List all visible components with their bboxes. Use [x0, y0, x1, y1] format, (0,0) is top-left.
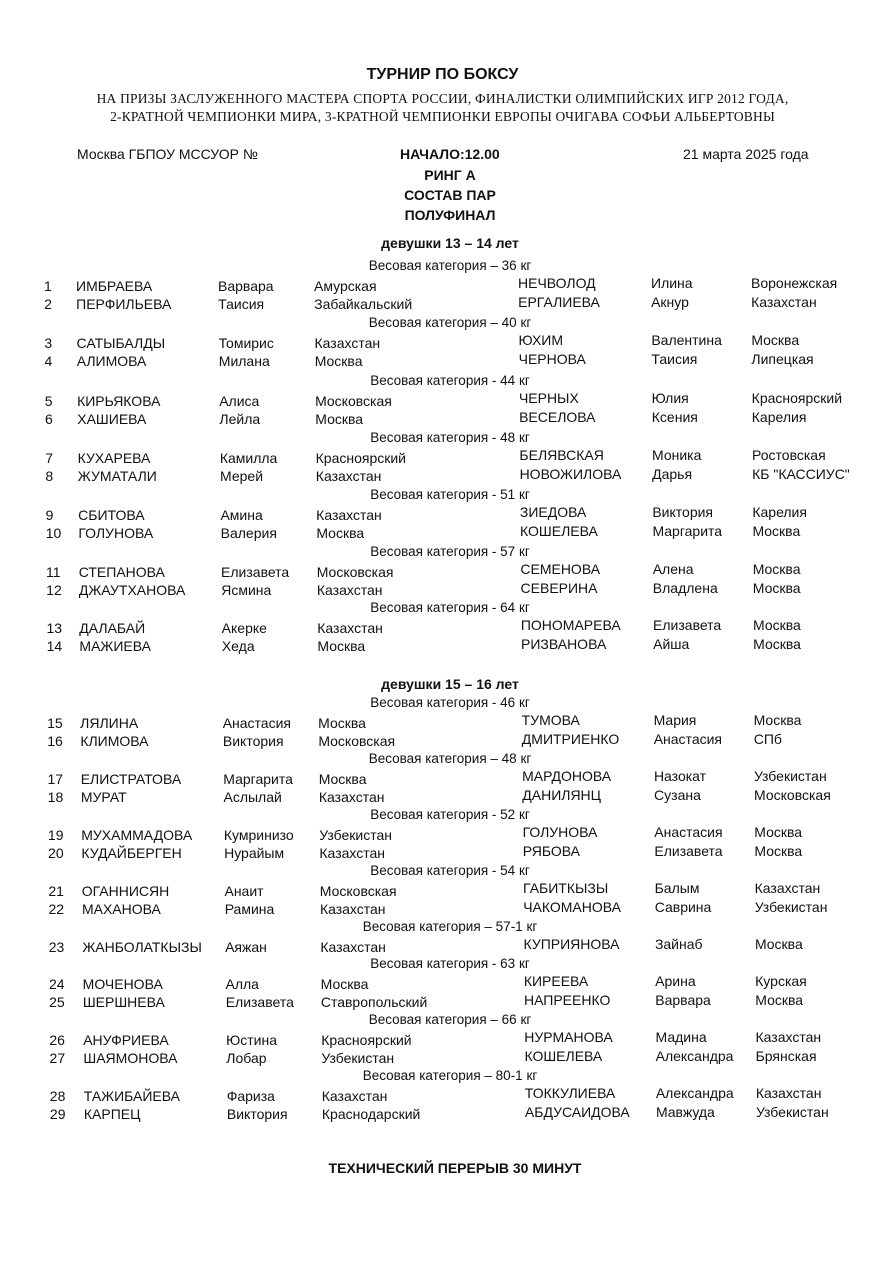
corner-1-region: Московская	[316, 564, 394, 580]
corner-2-surname: МАРДОНОВА	[522, 768, 612, 784]
corner-2-region: Московская	[754, 787, 831, 803]
corner-2-region: Брянская	[755, 1048, 817, 1064]
corner-1-region: Казахстан	[317, 620, 383, 636]
corner-2-surname: НЕЧВОЛОД	[518, 275, 596, 291]
corner-1-region: Забайкальский	[314, 296, 413, 312]
corner-2-surname: КИРЕЕВА	[523, 973, 589, 989]
corner-2-surname: ТОККУЛИЕВА	[524, 1085, 616, 1101]
bout-number: 13	[46, 620, 63, 636]
pairs-heading: СОСТАВ ПАР	[404, 187, 496, 203]
corner-2-region: Воронежская	[751, 275, 838, 291]
corner-1-surname: ПЕРФИЛЬЕВА	[76, 296, 172, 312]
corner-1-surname: ОГАННИСЯН	[81, 883, 170, 899]
corner-2-region: Москва	[753, 617, 801, 633]
bout-number: 28	[49, 1088, 66, 1104]
event-date: 21 марта 2025 года	[683, 146, 809, 162]
corner-1-name: Елизавета	[225, 994, 294, 1010]
corner-1-surname: ДЖАУТХАНОВА	[78, 582, 186, 598]
corner-2-name: Валентина	[651, 332, 722, 348]
corner-2-name: Ксения	[651, 409, 698, 425]
corner-1-region: Москва	[318, 771, 367, 787]
corner-1-surname: ЛЯЛИНА	[80, 715, 139, 731]
corner-1-surname: ИМБРАЕВА	[76, 278, 153, 294]
corner-2-region: Красноярский	[751, 390, 843, 406]
corner-2-surname: РИЗВАНОВА	[521, 636, 607, 652]
corner-2-region: Москва	[754, 936, 803, 952]
corner-2-name: Акнур	[651, 294, 689, 310]
bout-number: 12	[46, 582, 62, 598]
corner-2-name: Мавжуда	[655, 1104, 715, 1120]
ring-label: РИНГ А	[424, 167, 476, 183]
corner-1-region: Амурская	[314, 278, 377, 294]
corner-1-name: Таисия	[218, 296, 265, 312]
corner-1-region: Казахстан	[319, 845, 386, 861]
weight-category-label: Весовая категория - 48 кг	[370, 430, 530, 445]
corner-1-region: Казахстан	[314, 335, 381, 351]
bout-number: 6	[44, 411, 53, 427]
corner-2-surname: ПОНОМАРЕВА	[520, 617, 621, 633]
corner-2-surname: ДМИТРИЕНКО	[521, 731, 620, 747]
corner-1-region: Казахстан	[315, 468, 382, 484]
corner-1-surname: ШАЯМОНОВА	[83, 1050, 178, 1066]
bout-number: 17	[47, 771, 64, 787]
corner-1-name: Томирис	[218, 335, 274, 351]
corner-1-name: Анастасия	[222, 715, 291, 731]
corner-2-name: Саврина	[654, 899, 712, 915]
corner-2-surname: АБДУСАИДОВА	[524, 1104, 630, 1120]
corner-1-region: Москва	[316, 525, 365, 541]
weight-category-label: Весовая категория – 40 кг	[368, 315, 532, 330]
corner-2-region: Москва	[755, 992, 804, 1008]
bout-number: 5	[44, 393, 53, 409]
corner-2-name: Александра	[655, 1048, 734, 1064]
corner-1-name: Акерке	[221, 620, 267, 636]
corner-2-surname: ДАНИЛЯНЦ	[522, 787, 602, 803]
start-time: НАЧАЛО:12.00	[400, 146, 500, 162]
corner-1-name: Юстина	[226, 1032, 277, 1048]
corner-1-name: Лобар	[226, 1050, 267, 1066]
corner-1-region: Москва	[314, 353, 363, 369]
corner-2-name: Алена	[652, 561, 694, 577]
corner-2-region: Узбекистан	[753, 768, 827, 784]
corner-2-name: Елизавета	[654, 843, 723, 859]
weight-category-label: Весовая категория – 66 кг	[368, 1012, 532, 1027]
corner-1-name: Аслылай	[223, 789, 282, 805]
corner-2-surname: ЕРГАЛИЕВА	[518, 294, 600, 310]
corner-1-name: Варвара	[218, 278, 274, 294]
corner-1-surname: КИРЬЯКОВА	[77, 393, 161, 409]
corner-2-region: Москва	[751, 332, 800, 348]
weight-category-label: Весовая категория - 46 кг	[370, 695, 530, 710]
bout-number: 2	[44, 296, 52, 312]
corner-1-region: Казахстан	[316, 507, 382, 523]
corner-2-name: Таисия	[651, 351, 698, 367]
corner-2-surname: НУРМАНОВА	[524, 1029, 613, 1045]
corner-2-name: Мария	[653, 712, 697, 728]
corner-2-region: Узбекистан	[755, 1104, 829, 1120]
corner-1-name: Анаит	[224, 883, 264, 899]
corner-2-name: Мадина	[655, 1029, 707, 1045]
corner-2-name: Владлена	[652, 580, 718, 596]
corner-2-region: Липецкая	[751, 351, 814, 367]
corner-2-surname: НОВОЖИЛОВА	[519, 466, 622, 482]
corner-2-region: Карелия	[751, 409, 807, 425]
bout-number: 26	[49, 1032, 65, 1048]
bout-number: 11	[46, 564, 61, 580]
corner-1-name: Аяжан	[225, 939, 267, 955]
corner-2-region: Карелия	[752, 504, 807, 520]
corner-2-surname: ЧЕРНОВА	[518, 351, 586, 367]
corner-1-region: Москва	[317, 638, 366, 654]
bout-number: 24	[49, 976, 65, 992]
corner-2-name: Варвара	[655, 992, 711, 1008]
age-group-heading: девушки 15 – 16 лет	[381, 676, 519, 692]
corner-1-name: Кумринизо	[223, 827, 294, 843]
corner-1-region: Красноярский	[321, 1032, 412, 1048]
bout-number: 16	[47, 733, 63, 749]
corner-1-surname: ШЕРШНЕВА	[82, 994, 165, 1010]
corner-2-name: Моника	[652, 447, 702, 463]
corner-2-surname: ГАБИТКЫЗЫ	[523, 880, 609, 896]
corner-1-name: Алла	[225, 976, 259, 992]
corner-1-name: Алиса	[219, 393, 260, 409]
weight-category-label: Весовая категория - 64 кг	[370, 600, 530, 615]
corner-2-region: Казахстан	[755, 1029, 822, 1045]
corner-2-name: Юлия	[651, 390, 689, 406]
corner-2-name: Елизавета	[653, 617, 722, 633]
corner-1-name: Фариза	[226, 1088, 275, 1104]
corner-1-name: Камилла	[219, 450, 278, 466]
corner-1-surname: ЖУМАТАЛИ	[77, 468, 157, 484]
corner-2-region: Москва	[753, 712, 802, 728]
corner-1-name: Милана	[218, 353, 270, 369]
corner-1-name: Рамина	[224, 901, 275, 917]
corner-2-surname: КОШЕЛЕВА	[524, 1048, 603, 1064]
corner-1-region: Красноярский	[315, 450, 407, 466]
corner-1-region: Краснодарский	[321, 1106, 421, 1122]
corner-1-region: Московская	[318, 733, 396, 749]
corner-1-region: Узбекистан	[319, 827, 392, 843]
bout-number: 18	[47, 789, 64, 805]
corner-2-surname: ЗИЕДОВА	[519, 504, 587, 520]
corner-1-region: Москва	[318, 715, 366, 731]
corner-1-surname: КУДАЙБЕРГЕН	[81, 845, 182, 861]
corner-2-region: КБ "КАССИУС"	[752, 466, 850, 482]
corner-1-surname: ЕЛИСТРАТОВА	[80, 771, 182, 787]
corner-1-region: Казахстан	[316, 582, 383, 598]
bout-number: 29	[49, 1106, 66, 1122]
corner-2-name: Айша	[653, 636, 690, 652]
stage-heading: ПОЛУФИНАЛ	[404, 207, 496, 223]
corner-2-region: СПб	[753, 731, 782, 747]
corner-1-name: Валерия	[220, 525, 277, 541]
corner-1-region: Ставропольский	[320, 994, 428, 1010]
corner-1-surname: ЖАНБОЛАТКЫЗЫ	[82, 939, 202, 955]
corner-2-name: Илина	[651, 275, 693, 291]
weight-category-label: Весовая категория - 44 кг	[370, 373, 530, 388]
corner-1-name: Маргарита	[223, 771, 293, 787]
corner-1-surname: МУХАММАДОВА	[81, 827, 193, 843]
weight-category-label: Весовая категория – 80-1 кг	[362, 1068, 538, 1083]
bout-number: 3	[44, 335, 53, 351]
corner-1-surname: ДАЛАБАЙ	[79, 620, 146, 636]
corner-2-surname: ТУМОВА	[521, 712, 580, 728]
corner-1-surname: АНУФРИЕВА	[83, 1032, 169, 1048]
corner-1-name: Ясмина	[221, 582, 272, 598]
corner-2-region: Казахстан	[751, 294, 817, 310]
corner-2-region: Узбекистан	[754, 899, 828, 915]
weight-category-label: Весовая категория - 54 кг	[370, 863, 530, 878]
document-subtitle-line-2: 2-КРАТНОЙ ЧЕМПИОНКИ МИРА, 3-КРАТНОЙ ЧЕМПИОНКИ ЕВРОПЫ ОЧИГАВА СОФЬИ АЛЬБЕРТОВНЫ	[110, 109, 775, 124]
weight-category-label: Весовая категория - 63 кг	[370, 956, 530, 971]
corner-2-region: Москва	[752, 523, 801, 539]
corner-2-surname: СЕВЕРИНА	[520, 580, 598, 596]
bout-number: 1	[44, 278, 52, 294]
corner-2-name: Арина	[655, 973, 696, 989]
corner-1-name: Нурайым	[224, 845, 285, 861]
corner-1-surname: МОЧЕНОВА	[82, 976, 163, 992]
bout-number: 20	[48, 845, 64, 861]
corner-2-name: Сузана	[654, 787, 701, 803]
corner-1-surname: СТЕПАНОВА	[78, 564, 165, 580]
corner-1-surname: МУРАТ	[80, 789, 127, 805]
corner-2-region: Курская	[755, 973, 807, 989]
corner-1-surname: КЛИМОВА	[80, 733, 149, 749]
bout-number: 23	[48, 939, 65, 955]
corner-1-name: Елизавета	[221, 564, 290, 580]
bout-number: 9	[45, 507, 54, 523]
corner-1-name: Виктория	[222, 733, 284, 749]
corner-1-name: Мерей	[220, 468, 264, 484]
corner-1-name: Хеда	[221, 638, 255, 654]
bout-number: 15	[47, 715, 63, 731]
bout-number: 22	[48, 901, 65, 917]
corner-2-name: Дарья	[652, 466, 693, 482]
corner-2-name: Балым	[654, 880, 700, 896]
corner-1-region: Казахстан	[319, 901, 386, 917]
corner-2-surname: ГОЛУНОВА	[522, 824, 598, 840]
corner-2-region: Москва	[752, 561, 801, 577]
break-notice: ТЕХНИЧЕСКИЙ ПЕРЕРЫВ 30 МИНУТ	[328, 1160, 582, 1176]
bout-number: 19	[47, 827, 64, 843]
corner-1-region: Казахстан	[320, 939, 386, 955]
bout-number: 8	[45, 468, 54, 484]
bout-number: 25	[49, 994, 65, 1010]
corner-1-surname: КУХАРЕВА	[77, 450, 151, 466]
corner-1-surname: ТАЖИБАЙЕВА	[83, 1088, 180, 1104]
corner-1-surname: САТЫБАЛДЫ	[76, 335, 166, 351]
corner-2-name: Виктория	[652, 504, 714, 520]
corner-2-region: Ростовская	[752, 447, 826, 463]
corner-2-name: Анастасия	[654, 824, 723, 840]
corner-2-name: Анастасия	[653, 731, 723, 747]
corner-2-surname: СЕМЕНОВА	[520, 561, 601, 577]
corner-2-surname: ЮХИМ	[518, 332, 564, 348]
corner-2-name: Зайнаб	[654, 936, 703, 952]
corner-1-surname: ХАШИЕВА	[77, 411, 147, 427]
corner-2-name: Назокат	[653, 768, 707, 784]
corner-1-region: Москва	[315, 411, 364, 427]
corner-1-surname: АЛИМОВА	[76, 353, 147, 369]
corner-2-surname: НАПРЕЕНКО	[523, 992, 611, 1008]
corner-1-surname: ГОЛУНОВА	[78, 525, 154, 541]
weight-category-label: Весовая категория - 52 кг	[370, 807, 530, 822]
corner-1-name: Амина	[220, 507, 263, 523]
corner-2-surname: БЕЛЯВСКАЯ	[519, 447, 604, 463]
corner-1-region: Казахстан	[321, 1088, 388, 1104]
weight-category-label: Весовая категория - 51 кг	[370, 487, 530, 502]
corner-2-region: Москва	[754, 824, 803, 840]
corner-2-region: Москва	[754, 843, 803, 859]
bout-number: 4	[44, 353, 53, 369]
corner-2-region: Москва	[753, 636, 801, 652]
corner-2-surname: КУПРИЯНОВА	[523, 936, 620, 952]
weight-category-label: Весовая категория – 48 кг	[368, 751, 532, 766]
corner-2-surname: ЧАКОМАНОВА	[523, 899, 621, 915]
corner-2-region: Казахстан	[755, 1085, 822, 1101]
corner-1-region: Московская	[315, 393, 392, 409]
corner-1-region: Узбекистан	[321, 1050, 395, 1066]
corner-2-surname: ВЕСЕЛОВА	[519, 409, 596, 425]
corner-2-name: Александра	[655, 1085, 734, 1101]
corner-2-surname: ЧЕРНЫХ	[518, 390, 579, 406]
corner-2-surname: КОШЕЛЕВА	[520, 523, 598, 539]
corner-1-region: Москва	[320, 976, 369, 992]
document-title: ТУРНИР ПО БОКСУ	[366, 66, 519, 83]
corner-2-name: Маргарита	[652, 523, 723, 539]
age-group-heading: девушки 13 – 14 лет	[381, 235, 519, 251]
bout-number: 27	[49, 1050, 66, 1066]
corner-1-surname: МАХАНОВА	[81, 901, 161, 917]
corner-2-region: Казахстан	[754, 880, 821, 896]
bout-number: 7	[45, 450, 54, 466]
corner-1-surname: СБИТОВА	[78, 507, 145, 523]
weight-category-label: Весовая категория – 36 кг	[368, 258, 532, 273]
corner-1-surname: КАРПЕЦ	[83, 1106, 141, 1122]
bout-number: 14	[46, 638, 63, 654]
document-subtitle-line-1: НА ПРИЗЫ ЗАСЛУЖЕННОГО МАСТЕРА СПОРТА РОССИИ, ФИНАЛИСТКИ ОЛИМПИЙСКИХ ИГР 2012 ГОДА,	[96, 91, 789, 106]
corner-1-surname: МАЖИЕВА	[79, 638, 151, 654]
bout-number: 10	[45, 525, 62, 541]
bout-number: 21	[48, 883, 64, 899]
corner-1-name: Виктория	[226, 1106, 288, 1122]
corner-1-name: Лейла	[219, 411, 261, 427]
corner-2-surname: РЯБОВА	[522, 843, 581, 859]
weight-category-label: Весовая категория – 57-1 кг	[362, 919, 538, 934]
corner-1-region: Казахстан	[318, 789, 385, 805]
corner-1-region: Московская	[319, 883, 397, 899]
corner-2-region: Москва	[752, 580, 801, 596]
weight-category-label: Весовая категория - 57 кг	[370, 544, 530, 559]
venue-location: Москва ГБПОУ МССУОР №	[77, 146, 258, 162]
